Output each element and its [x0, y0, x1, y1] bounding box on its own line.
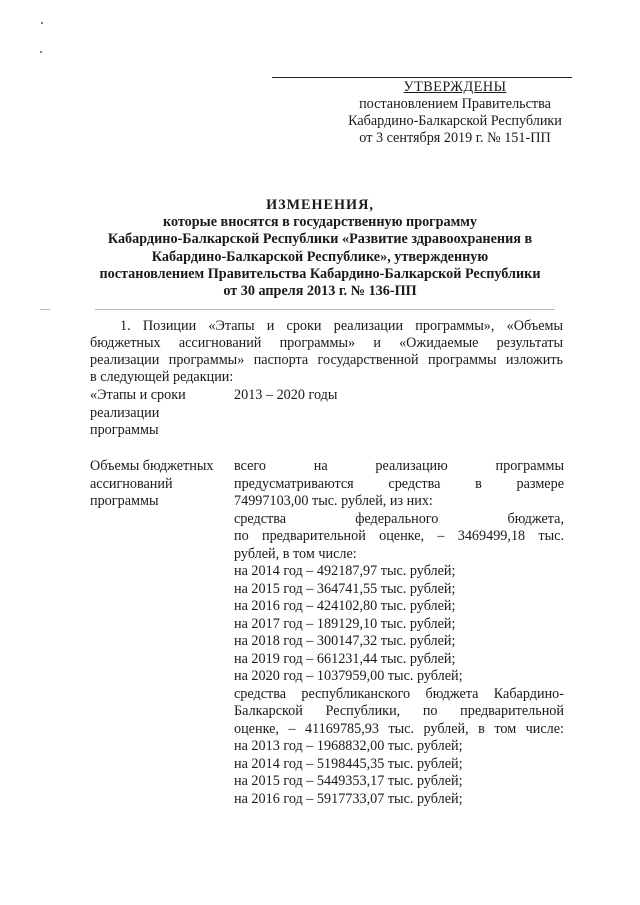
intro-paragraph [90, 318, 563, 386]
federal-year-item: на 2016 год – 424102,80 тыс. рублей; [234, 598, 456, 614]
stages-label-line: реализации [90, 404, 160, 421]
stages-label-line: программы [90, 422, 159, 438]
republic-budget-line: средства республиканского бюджета Кабардино- [234, 685, 564, 702]
intro-line-2: бюджетных ассигнований программы» и «Ожидаемые результаты [90, 335, 563, 351]
federal-year-item: на 2018 год – 300147,32 тыс. рублей; [234, 633, 456, 649]
scan-speck [40, 51, 42, 53]
federal-budget-line: по предварительной оценке, – 3469499,18 тыс. [234, 528, 564, 544]
intro-line-3: реализации программы» паспорта государственной программы изложить [90, 352, 563, 368]
federal-year-item: на 2014 год – 492187,97 тыс. рублей; [234, 563, 456, 579]
federal-year-item: на 2020 год – 1037959,00 тыс. рублей; [234, 668, 463, 684]
approval-line-1: постановлением Правительства [359, 96, 551, 112]
stages-label [90, 387, 228, 440]
budget-total-line: 74997103,00 тыс. рублей, из них: [234, 493, 433, 509]
stages-value-text: 2013 – 2020 годы [234, 387, 338, 403]
republic-budget-line: оценке, – 41169785,93 тыс. рублей, в том числе: [234, 720, 564, 737]
budget-total-line: всего на реализацию программы [234, 458, 564, 474]
budget-total-line: предусматриваются средства в размере [234, 475, 564, 492]
approval-line-2: Кабардино-Балкарской Республики [348, 113, 562, 129]
federal-year-item: на 2015 год – 364741,55 тыс. рублей; [234, 580, 456, 597]
document-heading [70, 197, 570, 300]
republic-year-item: на 2016 год – 5917733,07 тыс. рублей; [234, 790, 463, 807]
approval-stamp [330, 79, 580, 147]
heading-line-2: Кабардино-Балкарской Республики «Развитие здравоохранения в [107, 231, 533, 248]
federal-budget-line: средства федерального бюджета, [234, 510, 564, 527]
budget-label-line: Объемы бюджетных [90, 458, 214, 474]
heading-line-1: которые вносятся в государственную программу [162, 214, 478, 231]
intro-line-4: в следующей редакции: [90, 369, 234, 385]
approval-top-rule [272, 77, 572, 78]
scan-speck [41, 22, 43, 24]
scan-artifact-rule [95, 309, 555, 310]
approval-line-3: от 3 сентября 2019 г. № 151-ПП [359, 130, 551, 146]
budget-value [234, 458, 564, 808]
intro-line-1: 1. Позиции «Этапы и сроки реализации программы», «Объемы [120, 318, 563, 334]
heading-line-3: Кабардино-Балкарской Республике», утвержденную [151, 248, 489, 265]
republic-year-item: на 2013 год – 1968832,00 тыс. рублей; [234, 738, 463, 754]
stages-label-line: «Этапы и сроки [90, 387, 186, 403]
heading-line-4: постановлением Правительства Кабардино-Балкарской Республики [99, 265, 541, 282]
federal-year-item: на 2019 год – 661231,44 тыс. рублей; [234, 650, 456, 667]
scan-artifact-rule [40, 309, 50, 310]
republic-year-item: на 2014 год – 5198445,35 тыс. рублей; [234, 755, 463, 772]
budget-label-line: ассигнований [90, 475, 173, 492]
republic-budget-line: Балкарской Республики, по предварительной [234, 703, 564, 719]
stages-value [234, 387, 564, 405]
federal-year-item: на 2017 год – 189129,10 тыс. рублей; [234, 615, 456, 632]
approval-title: УТВЕРЖДЕНЫ [403, 79, 507, 95]
heading-title: ИЗМЕНЕНИЯ, [266, 197, 374, 213]
budget-label [90, 458, 228, 511]
federal-budget-line: рублей, в том числе: [234, 545, 357, 562]
budget-label-line: программы [90, 493, 159, 509]
republic-year-item: на 2015 год – 5449353,17 тыс. рублей; [234, 773, 463, 789]
heading-line-5: от 30 апреля 2013 г. № 136-ПП [223, 283, 417, 300]
